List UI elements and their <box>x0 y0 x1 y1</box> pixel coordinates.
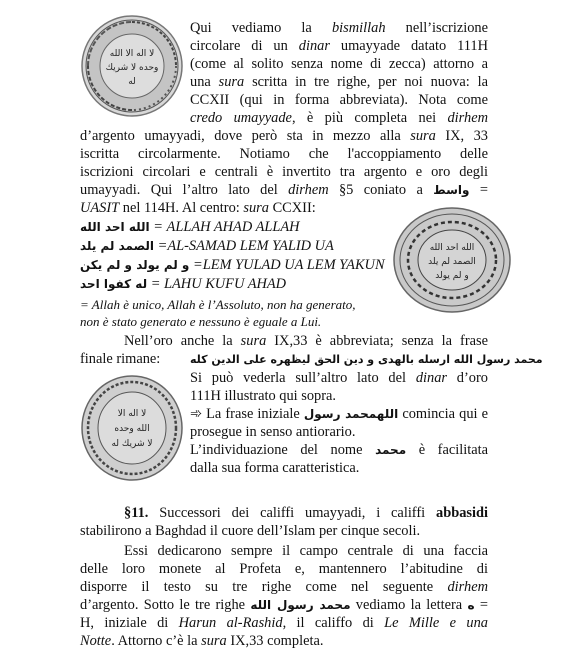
coin-text-line: له <box>128 77 136 87</box>
paragraph-line: stabilirono a Baghdad il cuore dell’Islam per cinque secoli. <box>80 523 421 539</box>
arabic-text: له كفوا احد <box>80 277 148 291</box>
text-span: Successori dei califfi umayyadi, i califfi <box>159 505 426 521</box>
text-span: dinar <box>298 38 330 54</box>
sura-line <box>80 238 334 255</box>
paragraph-line <box>80 200 316 217</box>
text-span: الله <box>376 407 399 421</box>
text-span: = LAHU KUFU AHAD <box>150 276 287 292</box>
text-span: , il califfo di <box>282 615 374 631</box>
paragraph-line: prosegue in senso antiorario. <box>190 424 356 440</box>
text-span: una <box>190 74 211 90</box>
text-span: dinar <box>415 370 447 386</box>
text-span: IX,33 completa. <box>230 633 324 649</box>
arabic-text: الله احد الله <box>80 220 150 234</box>
paragraph-line <box>190 370 488 387</box>
dinar-reverse-coin-image <box>80 374 184 482</box>
text-span: umayyadi. Qui l’altro lato del <box>80 182 278 198</box>
paragraph-line <box>190 74 488 91</box>
paragraph-line <box>190 20 488 37</box>
coin-text-line: الله احد الله <box>429 243 475 253</box>
text-span: d’argento. Sotto le tre righe <box>80 597 246 613</box>
text-span: d’argento umayyadi, dove però sta in mezzo alla <box>80 128 401 144</box>
coin-text-line: وحده لا شريك <box>105 63 159 73</box>
paragraph-line <box>80 633 323 650</box>
text-span: d’oro <box>456 370 488 386</box>
coin-text-line: و لم يولد <box>435 271 469 281</box>
paragraph-line <box>80 615 488 632</box>
paragraph-line: delle loro monete al Profeta e, mantennero l’abitudine di <box>80 561 488 577</box>
text-span: =AL-SAMAD LEM YALID UA <box>157 238 334 254</box>
paragraph-line <box>80 351 160 368</box>
text-span: . Attorno c’è la <box>111 633 198 649</box>
text-span: ➾ La frase iniziale <box>190 406 300 422</box>
text-span: H, iniziale di <box>80 615 169 631</box>
text-span: credo umayyade <box>190 110 292 126</box>
text-span: =LEM YULAD UA LEM YAKUN <box>193 257 385 273</box>
arabic-text: ه <box>467 598 475 612</box>
paragraph-line: Essi dedicarono sempre il campo centrale di una faccia <box>124 543 488 559</box>
paragraph-line <box>80 597 488 614</box>
coin-text-line: الصمد لم يلد <box>428 257 476 267</box>
paragraph-line <box>190 110 488 127</box>
section-heading-line <box>124 505 488 522</box>
coin-text-line: لا اله الا <box>117 409 147 419</box>
text-span: nell’iscrizione <box>405 20 488 36</box>
paragraph-line: (come al solito senza nome di zecca) attorno a <box>190 56 488 72</box>
arabic-text: محمد رسول الله <box>250 598 351 612</box>
arabic-text: محمد رسول الله ارسله بالهدى و دين الحق ليظهره على الدين كله <box>190 353 543 366</box>
text-span: §5 coniato a <box>338 182 423 198</box>
text-span: dirhem <box>447 579 488 595</box>
text-span: sura <box>218 74 245 90</box>
paragraph-line <box>190 442 488 459</box>
text-span: bismillah <box>331 20 386 36</box>
text-span: محمد رسول <box>303 407 377 421</box>
text-span: Le Mille e una <box>384 615 489 631</box>
sura-translation: = Allah è unico, Allah è l’Assoluto, non ha generato, <box>80 297 356 312</box>
text-span: scritta in tre righe, per noi nuova: la <box>252 74 488 90</box>
text-span: L’individuazione del nome <box>190 442 363 458</box>
arabic-text: و لم يولد و لم يكن <box>80 258 190 272</box>
paragraph-line: 111H illustrato qui sopra. <box>190 388 337 404</box>
text-span: abbasidi <box>436 505 488 521</box>
paragraph-line <box>80 182 488 199</box>
text-span: Notte <box>80 633 112 649</box>
section-number: §11. <box>124 505 149 521</box>
text-span: finale rimane: <box>80 351 161 367</box>
paragraph-line <box>190 406 488 423</box>
paragraph-line <box>190 38 488 55</box>
text-span: Nell’oro anche la <box>124 333 233 349</box>
paragraph-line: CCXII (qui in forma abbreviata). Nota come <box>190 92 488 108</box>
text-span: Si può vederla sull’altro lato del <box>190 370 407 386</box>
paragraph-line: iscrizioni circolari e centrali è invertito tra argento e oro degli <box>80 164 488 180</box>
arabic-text: محمد <box>375 443 407 457</box>
text-span: , è più completa nei <box>291 110 437 126</box>
text-span: disporre il testo su tre righe come nel seguente <box>80 579 434 595</box>
text-span: sura <box>410 128 436 144</box>
paragraph-line: iscritta circolarmente. Notiamo che l'accoppiamento delle <box>80 146 488 162</box>
text-span: sura <box>201 633 227 649</box>
arabic-text: واسط <box>433 183 470 197</box>
text-span: circolare di un <box>190 38 288 54</box>
coin-text-line: لا اله الا الله <box>109 49 155 59</box>
arabic-text <box>304 407 398 421</box>
text-span: Harun al-Rashid <box>178 615 283 631</box>
text-span: vediamo la lettera <box>355 597 463 613</box>
sura-line <box>80 219 300 236</box>
text-span: comincia qui e <box>402 406 488 422</box>
paragraph-line: dalla sua forma caratteristica. <box>190 460 360 476</box>
text-span: = <box>479 182 488 198</box>
text-span: IX, 33 <box>445 128 488 144</box>
text-span: Qui vediamo la <box>190 20 312 36</box>
text-span: nel 114H. Al centro: <box>122 200 240 216</box>
text-span: sura <box>240 333 267 349</box>
text-span: CCXII: <box>272 200 316 216</box>
dinar-coin-image <box>80 14 184 118</box>
text-span: = <box>479 597 488 613</box>
text-span: dirhem <box>288 182 329 198</box>
text-span: = ALLAH AHAD ALLAH <box>153 219 300 235</box>
dirhem-coin-image <box>392 206 512 314</box>
arabic-phrase <box>190 351 543 368</box>
text-span: sura <box>243 200 269 216</box>
text-span: è facilitata <box>418 442 488 458</box>
sura-line <box>80 257 385 274</box>
arabic-text: الصمد لم يلد <box>80 239 155 253</box>
sura-translation: non è stato generato e nessuno è eguale a Lui. <box>80 314 322 329</box>
coin-text-line: الله وحده <box>114 424 150 434</box>
text-span: UASIT <box>80 200 120 216</box>
paragraph-line <box>124 333 488 350</box>
paragraph-line <box>80 579 488 596</box>
paragraph-line <box>80 128 488 145</box>
text-span: IX,33 è abbreviata; senza la frase <box>274 333 488 349</box>
text-span: umayyade datato 111H <box>340 38 489 54</box>
text-span: dirhem <box>447 110 488 126</box>
sura-line <box>80 276 286 293</box>
coin-text-line: لا شريك له <box>111 439 153 449</box>
